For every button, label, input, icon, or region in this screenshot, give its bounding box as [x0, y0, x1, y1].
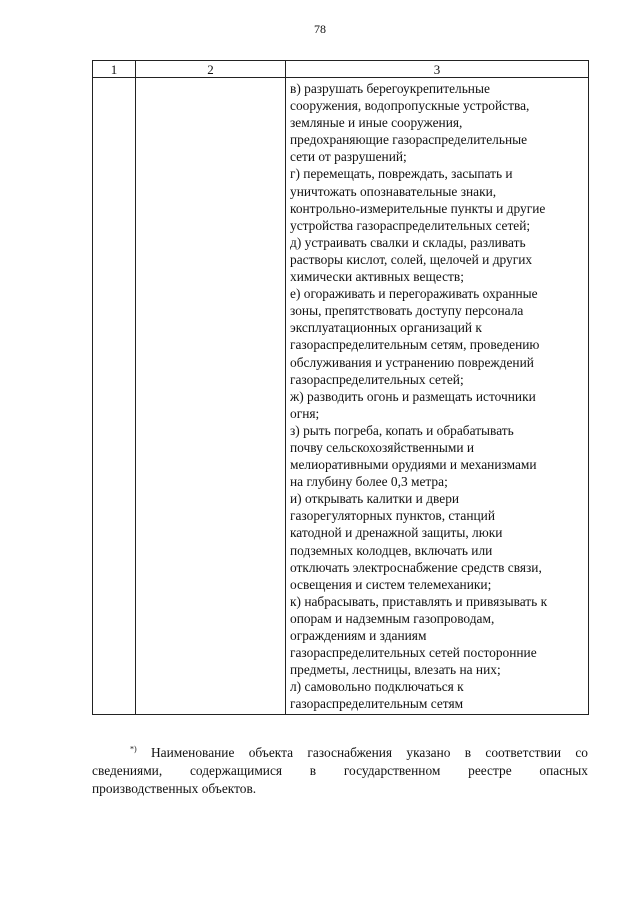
- footnote-marker: *): [130, 744, 137, 754]
- footnote-text-1: Наименование объекта газоснабжения указано в соответствии со: [150, 745, 588, 760]
- text-line: мелиоративными орудиями и механизмами: [290, 457, 537, 473]
- text-line: газораспределительных сетей;: [290, 371, 464, 387]
- text-line: газорегуляторных пунктов, станций: [290, 508, 496, 524]
- text-line: подземных колодцев, включать или: [290, 542, 493, 558]
- column-header-2: 2: [136, 61, 286, 78]
- footnote-line-2: сведениями, содержащимися в государственном реестре опасных: [92, 763, 588, 778]
- footnote-line-1: [92, 744, 588, 762]
- cell-column-3: [286, 78, 589, 715]
- text-line: растворы кислот, солей, щелочей и других: [290, 251, 533, 267]
- cell-column-1: [93, 78, 136, 715]
- text-line: на глубину более 0,3 метра;: [290, 474, 448, 490]
- text-line: г) перемещать, повреждать, засыпать и: [290, 166, 513, 182]
- column-header-3: 3: [286, 61, 589, 78]
- text-line: ограждениям и зданиям: [290, 628, 427, 643]
- text-line: освещения и систем телемеханики;: [290, 576, 492, 592]
- footnote-line-3: производственных объектов.: [92, 781, 257, 796]
- text-line: л) самовольно подключаться к: [290, 679, 464, 695]
- prohibitions-text: [290, 80, 584, 712]
- text-line: газораспределительным сетям, проведению: [290, 337, 540, 353]
- column-header-1: 1: [93, 61, 136, 78]
- text-line: газораспределительных сетей посторонние: [290, 645, 537, 661]
- footnote: [92, 744, 588, 798]
- text-line: д) устраивать свалки и склады, разливать: [290, 234, 526, 250]
- text-line: к) набрасывать, приставлять и привязывать к: [290, 593, 548, 609]
- text-line: устройства газораспределительных сетей;: [290, 217, 531, 233]
- text-line: газораспределительным сетям: [290, 696, 464, 712]
- text-line: почву сельскохозяйственными и: [290, 439, 475, 455]
- text-line: земляные и иные сооружения,: [290, 115, 463, 131]
- text-line: отключать электроснабжение средств связи,: [290, 559, 542, 575]
- text-line: в) разрушать берегоукрепительные: [290, 81, 490, 96]
- text-line: уничтожать опознавательные знаки,: [290, 183, 497, 199]
- text-line: катодной и дренажной защиты, люки: [290, 525, 503, 541]
- text-line: химически активных веществ;: [290, 269, 464, 285]
- text-line: опорам и надземным газопроводам,: [290, 610, 495, 626]
- document-table: [92, 60, 589, 715]
- text-line: и) открывать калитки и двери: [290, 491, 460, 507]
- cell-column-2: [136, 78, 286, 715]
- text-line: ж) разводить огонь и размещать источники: [290, 388, 536, 404]
- text-line: зоны, препятствовать доступу персонала: [290, 303, 524, 319]
- table-header-row: [93, 61, 589, 78]
- text-line: предметы, лестницы, влезать на них;: [290, 662, 501, 678]
- text-line: огня;: [290, 405, 320, 421]
- text-line: обслуживания и устранению повреждений: [290, 354, 534, 370]
- table-row: [93, 78, 589, 715]
- text-line: е) огораживать и перегораживать охранные: [290, 286, 538, 302]
- text-line: эксплуатационных организаций к: [290, 320, 482, 336]
- page-number: 78: [314, 22, 326, 36]
- text-line: сооружения, водопропускные устройства,: [290, 98, 530, 114]
- text-line: сети от разрушений;: [290, 149, 407, 165]
- text-line: контрольно-измерительные пункты и другие: [290, 200, 546, 216]
- text-line: предохраняющие газораспределительные: [290, 132, 528, 148]
- text-line: з) рыть погреба, копать и обрабатывать: [290, 422, 514, 438]
